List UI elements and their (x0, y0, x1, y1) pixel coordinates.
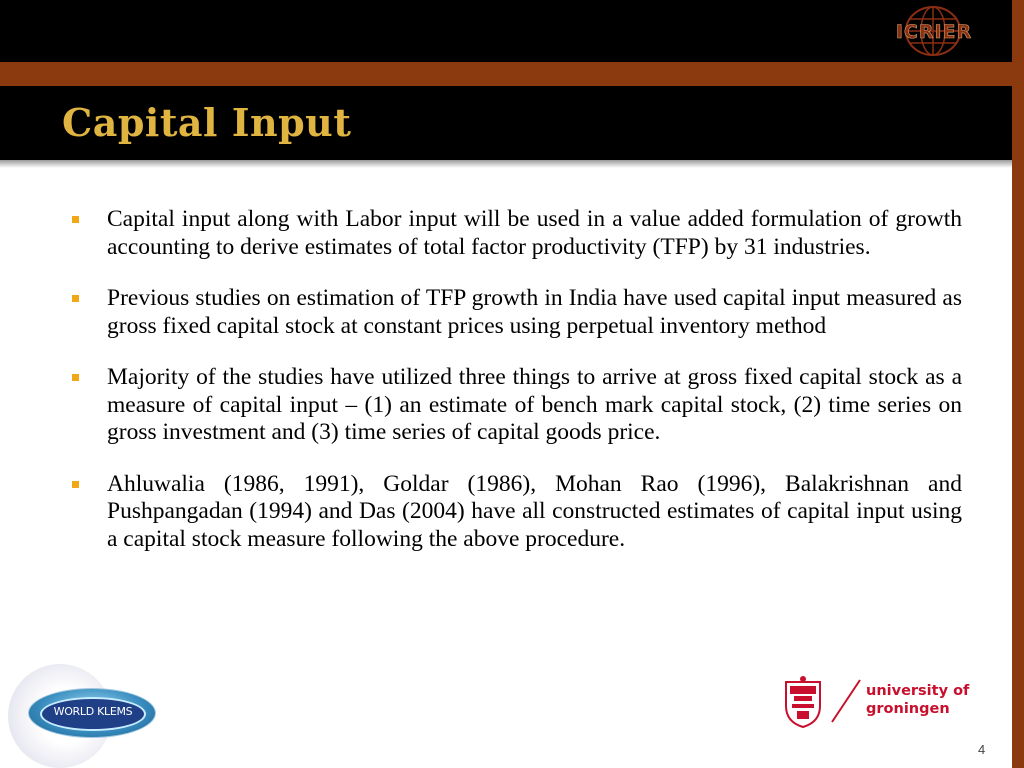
title-bar-shadow (0, 160, 1012, 168)
right-side-stripe (1012, 0, 1024, 768)
page-number: 4 (978, 742, 986, 757)
university-name (866, 682, 969, 718)
worldklems-logo (8, 664, 148, 768)
bullet-text: Majority of the studies have utilized three things to arrive at gross fixed capital stock as a measure of capital input – (1) an estimate of bench mark capital stock, (2) time series on gross investment and (3) time series of capital goods price. (107, 364, 962, 445)
bullet-item (72, 206, 962, 261)
icrier-logo-text: ICRIER (895, 21, 973, 43)
bullet-text: Capital input along with Labor input will be used in a value added formulation of growth accounting to derive estimates of total factor productivity (TFP) by 31 industries. (107, 206, 962, 260)
icrier-logo (882, 5, 986, 57)
top-header-bar (0, 0, 1012, 62)
worldklems-logo-text: WORLD KLEMS (53, 705, 133, 718)
bullet-item (72, 285, 962, 340)
university-name-line2: groningen (866, 701, 950, 717)
square-bullet-icon (72, 295, 79, 302)
square-bullet-icon (72, 481, 79, 488)
square-bullet-icon (72, 216, 79, 223)
bullet-item (72, 471, 962, 554)
bullet-text: Ahluwalia (1986, 1991), Goldar (1986), Mohan Rao (1996), Balakrishnan and Pushpangadan (1994) and Das (2004) have all constructed estimates of capital input using a capital stock measure following the above procedure. (107, 470, 962, 552)
bullet-text: Previous studies on estimation of TFP growth in India have used capital input measured as gross fixed capital stock at constant prices using perpetual inventory method (107, 285, 962, 339)
bullet-list (72, 206, 962, 577)
university-of-groningen-logo (780, 676, 980, 730)
university-name-line1: university of (866, 683, 970, 699)
logo-divider-slash (830, 678, 862, 724)
slide-title: Capital Input (62, 100, 352, 145)
university-crest-icon (784, 676, 822, 728)
square-bullet-icon (72, 374, 79, 381)
bullet-item (72, 364, 962, 447)
header-brown-band (0, 62, 1012, 86)
